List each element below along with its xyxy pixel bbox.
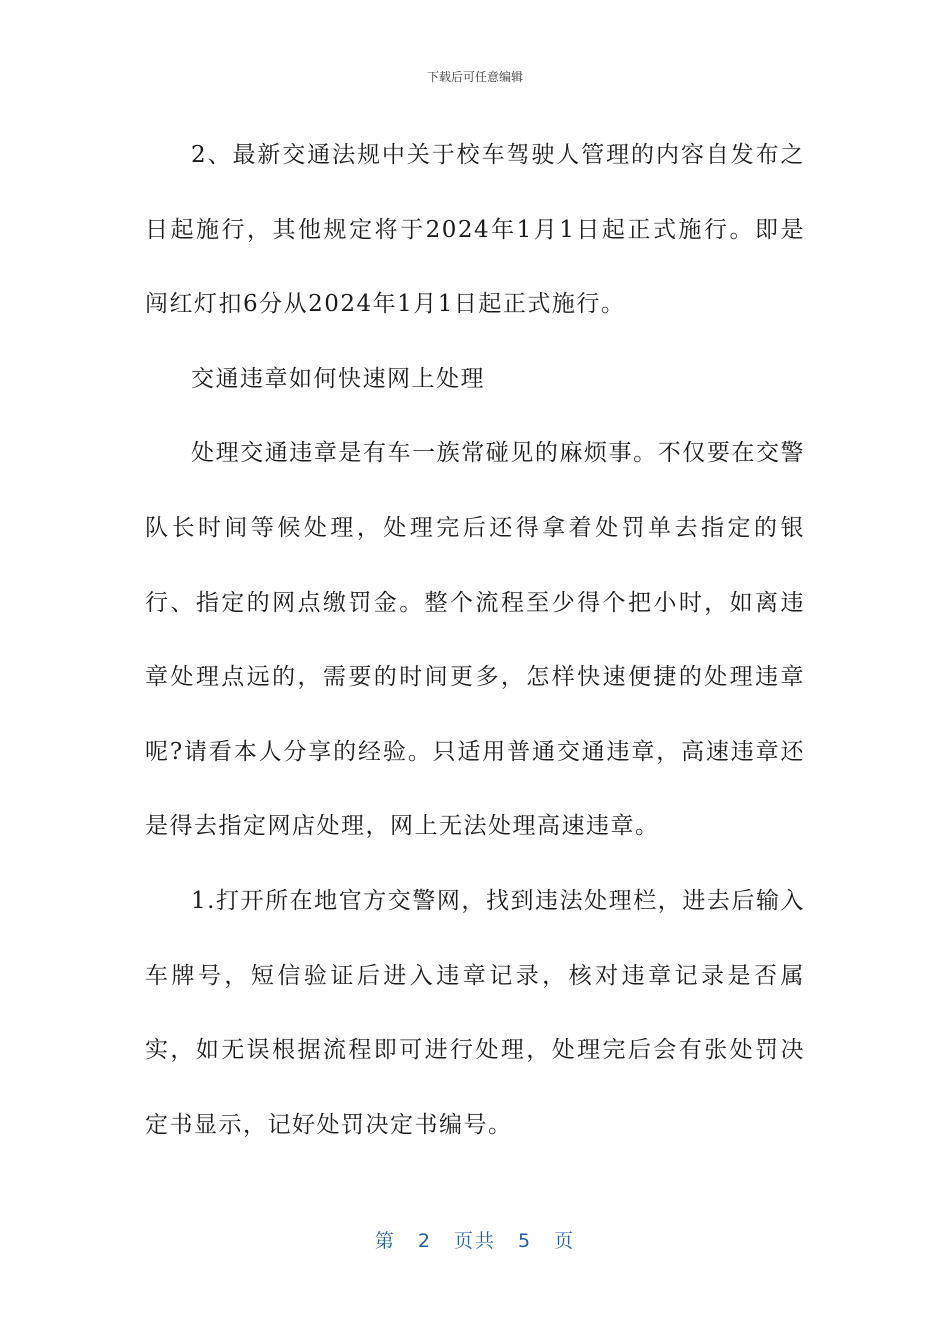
total-pages: 5	[518, 1230, 533, 1252]
paragraph-step-1: 1.打开所在地官方交警网，找到违法处理栏，进去后输入车牌号，短信验证后进入违章记录，核对违章记录是否属实，如无误根据流程即可进行处理，处理完后会有张处罚决定书显示，记好处罚决定书编号。	[145, 887, 805, 1138]
header-note: 下载后可任意编辑	[426, 70, 523, 84]
page-number-footer	[0, 1226, 950, 1253]
paragraph-intro: 处理交通违章是有车一族常碰见的麻烦事。不仅要在交警队长时间等候处理，处理完后还得拿着处罚单去指定的银行、指定的网点缴罚金。整个流程至少得个把小时，如离违章处理点远的，需要的时间更多，怎样快速便捷的处理违章呢?请看本人分享的经验。只适用普通交通违章，高速违章还是得去指定网店处理，网上无法处理高速违章。	[145, 440, 805, 840]
page-suffix: 页	[554, 1230, 576, 1252]
current-page: 2	[417, 1230, 432, 1252]
section-heading: 交通违章如何快速网上处理	[191, 365, 485, 392]
document-body	[145, 118, 805, 1162]
paragraph-implementation-date: 2、最新交通法规中关于校车驾驶人管理的内容自发布之日起施行，其他规定将于2024年1月1日起正式施行。即是闯红灯扣6分从2024年1月1日起正式施行。	[145, 142, 805, 318]
page-mid: 页共	[453, 1230, 496, 1252]
page-prefix: 第	[374, 1230, 396, 1252]
